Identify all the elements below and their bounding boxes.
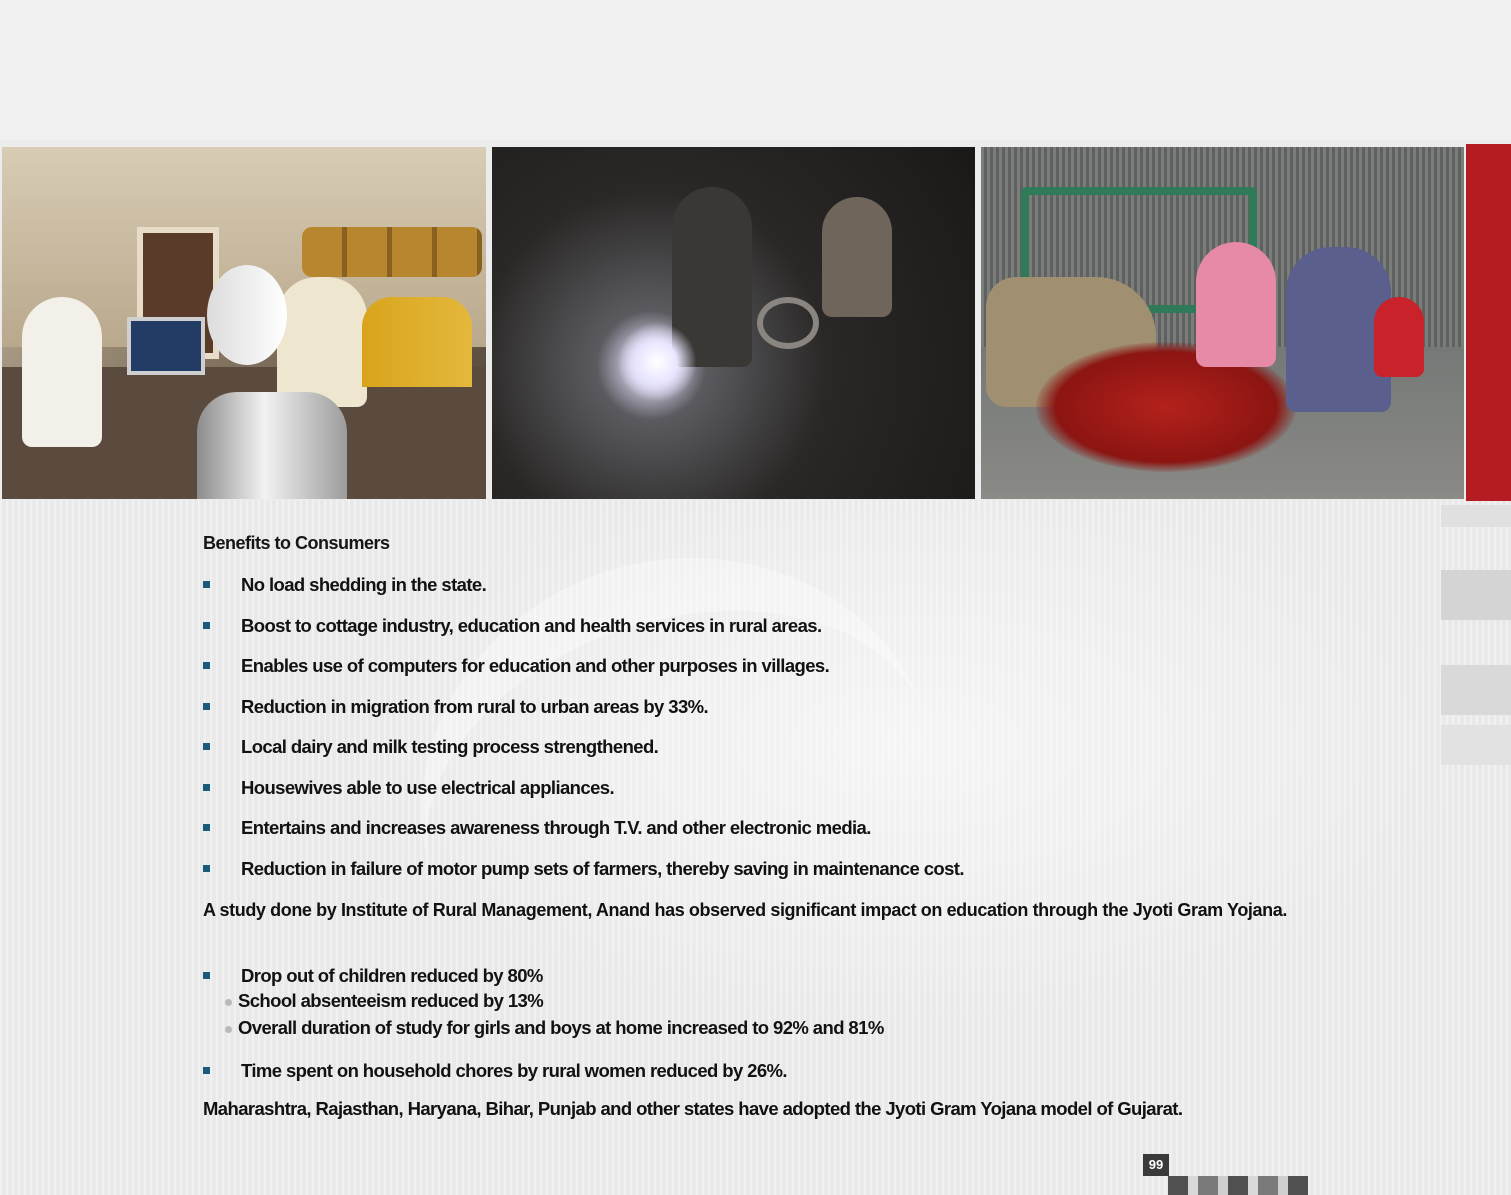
bullet-square-icon	[203, 622, 210, 629]
page-number: 99	[1143, 1154, 1169, 1176]
bullet-square-icon	[203, 662, 210, 669]
bullet-dot-icon	[225, 999, 232, 1006]
bullet-square-icon	[203, 972, 210, 979]
bullet-square-icon	[203, 581, 210, 588]
page-top-background	[0, 0, 1511, 140]
edge-decoration	[1441, 725, 1511, 765]
red-accent-tab	[1466, 144, 1511, 501]
edge-decoration	[1441, 665, 1511, 715]
edge-decoration	[1441, 505, 1511, 527]
bullet-dot-icon	[225, 1026, 232, 1033]
footer-checker-decoration	[1168, 1176, 1308, 1195]
sub-list-item: School absenteeism reduced by 13%	[225, 990, 543, 1012]
benefits-heading: Benefits to Consumers	[203, 533, 390, 553]
bullet-square-icon	[203, 865, 210, 872]
bullet-square-icon	[203, 703, 210, 710]
edge-decoration	[1441, 570, 1511, 620]
cottage-industry-welding-photo	[492, 147, 975, 499]
adoption-statement: Maharashtra, Rajasthan, Haryana, Bihar, Punjab and other states have adopted the Jyoti Gram Yojana model of Gujarat.	[203, 1098, 1183, 1119]
study-paragraph: A study done by Institute of Rural Management, Anand has observed significant impact on education through the Jyoti Gram Yojana.	[203, 900, 1287, 920]
women-sorting-chillies-photo	[981, 147, 1464, 499]
bullet-square-icon	[203, 1067, 210, 1074]
bullet-square-icon	[203, 743, 210, 750]
bullet-square-icon	[203, 824, 210, 831]
dairy-milk-collection-photo	[2, 147, 486, 499]
sub-list-item: Overall duration of study for girls and boys at home increased to 92% and 81%	[225, 1017, 884, 1039]
bullet-square-icon	[203, 784, 210, 791]
